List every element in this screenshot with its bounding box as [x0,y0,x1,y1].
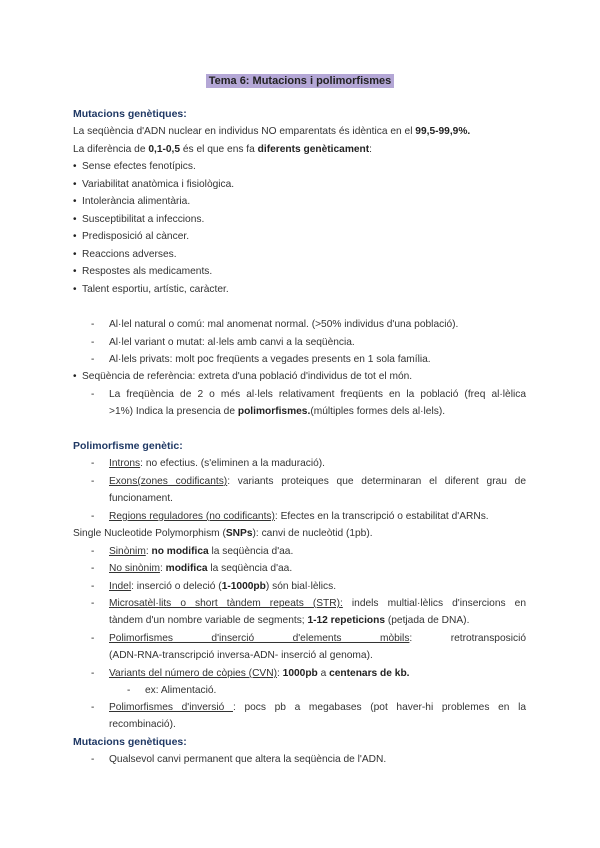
bullet-icon: • [73,196,77,207]
text: ): canvi de nucleòtid (1pb). [252,528,373,539]
bold-text: 1000pb [282,668,318,679]
bold-text: 99,5-99,9%. [415,126,471,137]
paragraph-sequence [73,125,470,138]
list-item-definition: Qualsevol canvi permanent que altera la seqüència de l'ADN. [109,754,387,765]
bold-text: SNPs [225,528,253,539]
underlined-term: Introns [109,458,141,469]
list-item: Sense efectes fenotípics. [82,161,196,172]
list-item-inversio-line2: recombinació). [109,719,176,730]
list-item-reference: Seqüència de referència: extreta d'una població d'individus de tot el món. [82,371,413,382]
dash-icon: - [91,546,95,557]
list-item-inversio-line1 [109,701,526,714]
bullet-icon: • [73,249,77,260]
text: : [276,668,283,679]
bullet-icon: • [73,214,77,225]
text: : variants proteiques que determinaran el diferent grau de [227,476,527,487]
text: : [145,546,152,557]
bold-text: polimorfismes. [237,406,311,417]
underlined-term: Sinònim [109,546,146,557]
list-item-indel [109,580,336,593]
list-item: Al·lel variant o mutat: al·lels amb canvi a la seqüència. [109,337,355,348]
dash-icon: - [91,633,95,644]
bold-text: diferents genèticament [257,144,370,155]
list-item-str-line1 [109,597,526,610]
dash-icon: - [91,354,95,365]
sub-list-item-example: ex: Alimentació. [145,685,217,696]
bold-text: 0,1-0,5 [148,144,181,155]
list-item: Reaccions adverses. [82,249,177,260]
dash-icon: - [91,668,95,679]
underlined-term: Polimorfismes d'inversió [109,702,233,713]
text: indels multial·lèlics d'insercions en [342,598,526,609]
list-item-exons-line2: funcionament. [109,493,173,504]
text: La diferència de [73,144,149,155]
dash-icon: - [127,685,131,696]
dash-icon: - [91,598,95,609]
list-item-introns [109,457,325,470]
text: (múltiples formes dels al·lels). [310,406,446,417]
text: : Efectes en la transcripció o estabilitat d'ARNs. [274,511,489,522]
list-item-exons-line1 [109,475,526,488]
text: : [159,563,166,574]
bullet-icon: • [73,266,77,277]
underlined-term: Variants del número de còpies (CVN) [109,668,277,679]
list-item: Respostes als medicaments. [82,266,213,277]
dash-icon: - [91,754,95,765]
text: la seqüència d'aa. [207,563,293,574]
text: : pocs pb a megabases (pot haver-hi problemes en la [232,702,526,713]
section-heading-polimorfisme: Polimorfisme genètic: [73,440,183,452]
text: La seqüència d'ADN nuclear en individus NO emparentats és idèntica en el [73,126,416,137]
page-title: Tema 6: Mutacions i polimorfismes [206,74,395,88]
bullet-icon: • [73,161,77,172]
underlined-term: No sinònim [109,563,160,574]
list-item-frequency-line1: La freqüència de 2 o més al·lels relativament freqüents en la població (freq al·lèlica [109,389,526,400]
text: tàndem d'un nombre variable de segments; [109,615,308,626]
dash-icon: - [91,581,95,592]
list-item-mobils-line1 [109,632,526,645]
dash-icon: - [91,476,95,487]
list-item: Al·lels privats: molt poc freqüents a vegades presents en 1 sola família. [109,354,431,365]
paragraph-snp [73,527,373,540]
dash-icon: - [91,319,95,330]
list-item-frequency-line2 [109,405,445,418]
bold-text: modifica [165,563,208,574]
bullet-icon: • [73,284,77,295]
dash-icon: - [91,563,95,574]
text: : inserció o deleció ( [131,581,222,592]
text: ) són bial·lèlics. [265,581,337,592]
underlined-term: Regions reguladores (no codificants) [109,511,275,522]
bold-text: centenars de kb. [329,668,410,679]
text: >1%) Indica la presencia de [109,406,238,417]
list-item: Susceptibilitat a infeccions. [82,214,205,225]
list-item-str-line2 [109,614,469,627]
dash-icon: - [91,702,95,713]
list-item: Predisposició al càncer. [82,231,190,242]
list-item: Al·lel natural o comú: mal anomenat normal. (>50% individus d'una població). [109,319,459,330]
bullet-icon: • [73,179,77,190]
list-item-mobils-line2: (ADN-RNA-transcripció inversa-ADN- inserció al genoma). [109,650,373,661]
section-heading-mutacions: Mutacions genètiques: [73,108,187,120]
bold-text: 1-1000pb [221,581,266,592]
list-item-regions [109,510,489,523]
list-item-no-sinonim [109,562,292,575]
list-item: Variabilitat anatòmica i fisiològica. [82,179,235,190]
list-item: Intolerància alimentària. [82,196,191,207]
title-wrap [0,71,600,89]
list-item-sinonim [109,545,293,558]
bold-text: no modifica [151,546,209,557]
text: (petjada de DNA). [385,615,470,626]
text: Single Nucleotide Polymorphism ( [73,528,226,539]
text: : no efectius. (s'eliminen a la maduració). [140,458,325,469]
underlined-term: Polimorfismes d'inserció d'elements mòbils [109,633,410,644]
text: a [317,668,330,679]
underlined-term: Exons(zones codificants) [109,476,228,487]
dash-icon: - [91,337,95,348]
bullet-icon: • [73,371,77,382]
text: : [369,144,373,155]
list-item-cvn [109,667,410,680]
text: és el que ens fa [180,144,258,155]
underlined-term: Microsatèl·lits o short tàndem repeats (STR): [109,598,343,609]
underlined-term: Indel [109,581,132,592]
dash-icon: - [91,458,95,469]
dash-icon: - [91,511,95,522]
paragraph-difference [73,143,372,156]
section-heading-mutacions-2: Mutacions genètiques: [73,736,187,748]
bullet-icon: • [73,231,77,242]
dash-icon: - [91,389,95,400]
list-item: Talent esportiu, artístic, caràcter. [82,284,229,295]
text: la seqüència d'aa. [208,546,294,557]
bold-text: 1-12 repeticions [307,615,386,626]
text: : retrotransposició [409,633,527,644]
